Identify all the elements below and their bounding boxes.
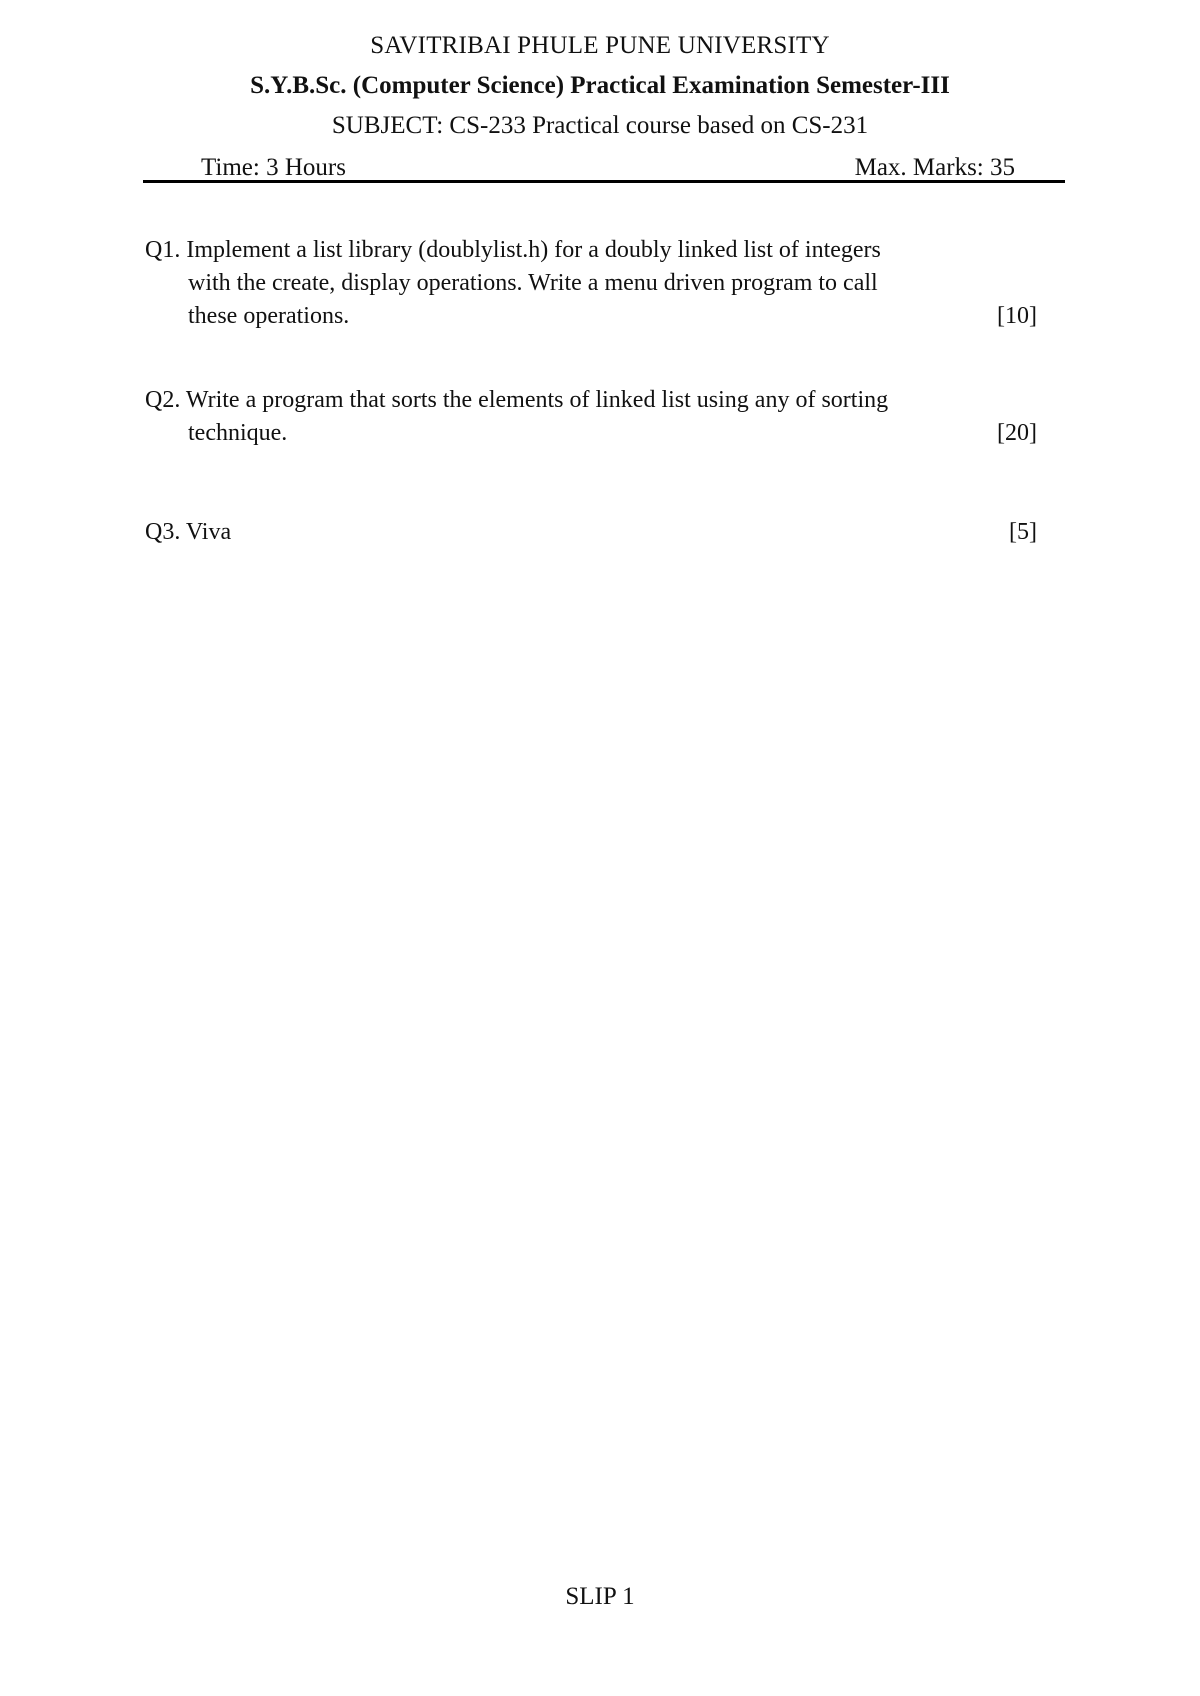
university-title: SAVITRIBAI PHULE PUNE UNIVERSITY [370,32,830,59]
subject-line: SUBJECT: CS-233 Practical course based on CS-231 [331,112,869,139]
exam-meta-row [143,150,1065,183]
question-line-text: these operations. [188,303,350,329]
question-line-last [145,516,1037,549]
question-2 [145,384,1037,450]
time-label: Time: 3 Hours [201,154,346,181]
question-line: with the create, display operations. Write a menu driven program to call [188,270,878,296]
question-line-text: technique. [188,420,288,446]
question-marks: [20] [997,420,1037,446]
question-marks: [5] [1009,519,1037,545]
question-line: Q2. Write a program that sorts the elements of linked list using any of sorting [145,387,889,413]
question-line-last [145,300,1037,333]
course-title: S.Y.B.Sc. (Computer Science) Practical Examination Semester-III [250,72,950,99]
question-line: Q1. Implement a list library (doublylist.h) for a doubly linked list of integers [145,237,881,263]
question-line-text: Q3. Viva [145,519,232,545]
question-marks: [10] [997,303,1037,329]
question-line-last [145,417,1037,450]
question-1 [145,234,1037,333]
max-marks-label: Max. Marks: 35 [854,154,1015,181]
slip-number: SLIP 1 [565,1583,635,1610]
question-3 [145,516,1037,549]
